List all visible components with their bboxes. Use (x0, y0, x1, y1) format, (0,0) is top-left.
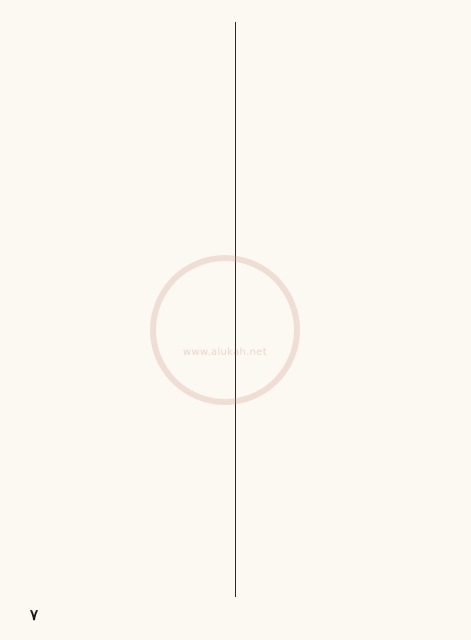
page-number: ٧ (30, 606, 39, 624)
column-divider (235, 22, 236, 597)
left-text-column (14, 20, 228, 600)
right-text-column (244, 20, 457, 600)
watermark-text: www.alukah.net (183, 347, 267, 358)
